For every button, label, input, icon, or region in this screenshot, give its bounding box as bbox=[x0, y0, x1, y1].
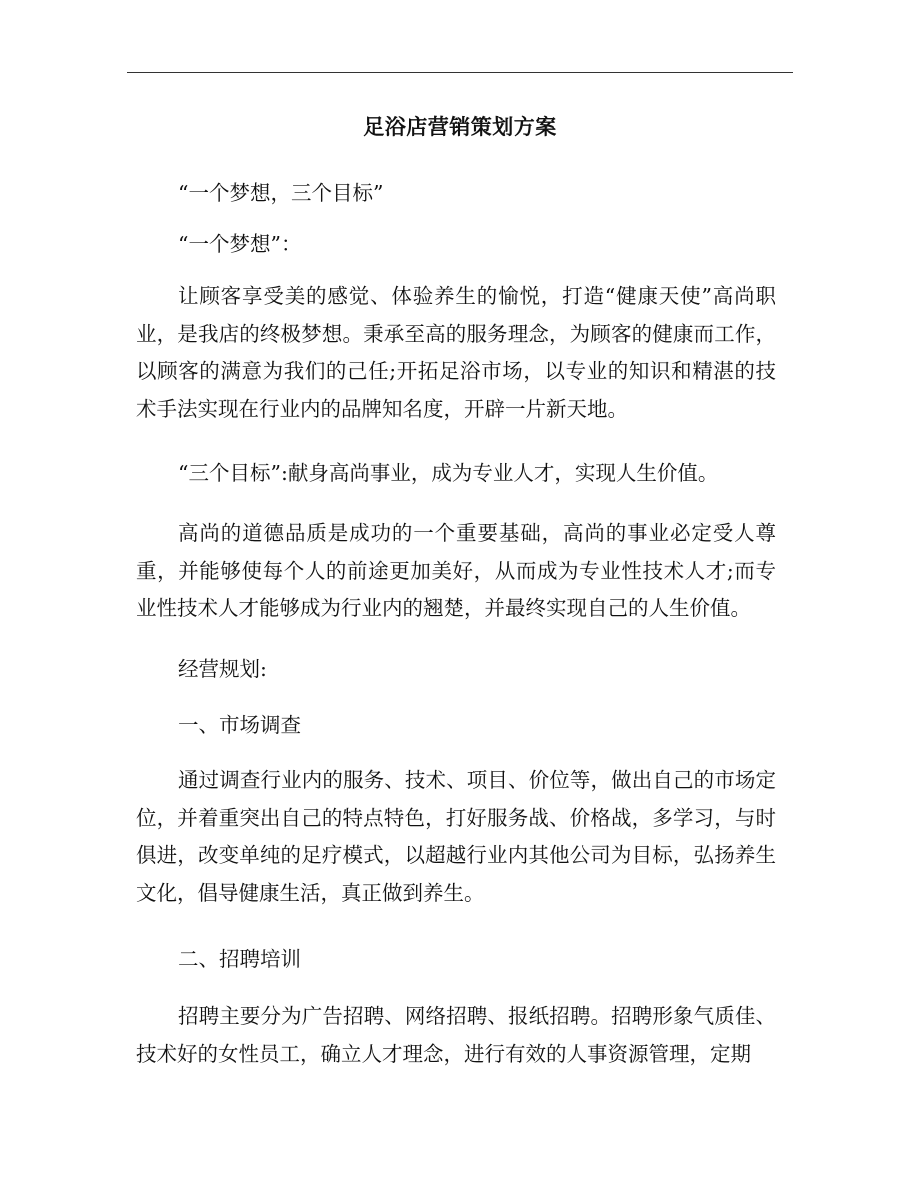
paragraph-business-plan-heading: 经营规划: bbox=[178, 657, 267, 681]
paragraph-three-goals: “三个目标”:献身高尚事业，成为专业人才，实现人生价值。 bbox=[178, 461, 719, 485]
document-title: 足浴店营销策划方案 bbox=[363, 114, 557, 139]
paragraph-market-research-body: 通过调查行业内的服务、技术、项目、价位等，做出自己的市场定位，并着重突出自己的特点特色，打好服务战、价格战，多学习，与时俱进，改变单纯的足疗模式，以超越行业内其他公司为目标，弘扬养生文化，倡导健康生活，真正做到养生。 bbox=[136, 768, 776, 905]
section-heading-recruitment-training: 二、招聘培训 bbox=[178, 947, 301, 971]
paragraph-slogan: “一个梦想，三个目标” bbox=[178, 181, 384, 205]
header-rule bbox=[127, 72, 793, 73]
paragraph-recruitment-body: 招聘主要分为广告招聘、网络招聘、报纸招聘。招聘形象气质佳、技术好的女性员工，确立人才理念，进行有效的人事资源管理，定期 bbox=[136, 1004, 776, 1066]
paragraph-dream-heading: “一个梦想”： bbox=[178, 232, 302, 256]
section-heading-market-research: 一、市场调查 bbox=[178, 713, 301, 737]
paragraph-moral-quality: 高尚的道德品质是成功的一个重要基础，高尚的事业必定受人尊重，并能够使每个人的前途更加美好，从而成为专业性技术人才;而专业性技术人才能够成为行业内的翘楚，并最终实现自己的人生价值。 bbox=[136, 521, 776, 620]
paragraph-dream-body: 让顾客享受美的感觉、体验养生的愉悦，打造“健康天使”高尚职业，是我店的终极梦想。秉承至高的服务理念，为顾客的健康而工作，以顾客的满意为我们的己任;开拓足浴市场，以专业的知识和精湛的技术手法实现在行业内的品牌知名度，开辟一片新天地。 bbox=[136, 284, 776, 421]
